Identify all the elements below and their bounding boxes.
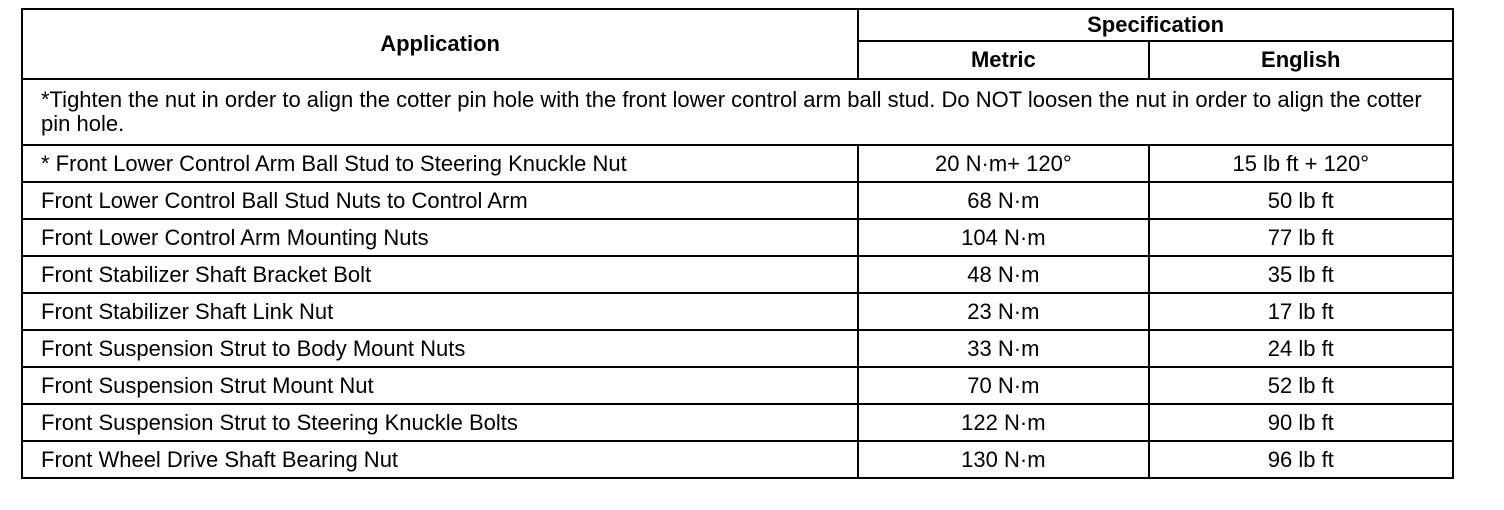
metric-cell: 23 N·m (858, 293, 1148, 330)
header-specification: Specification (858, 9, 1453, 41)
note-row (22, 79, 1453, 145)
english-cell: 24 lb ft (1149, 330, 1453, 367)
header-row-top (22, 9, 1453, 41)
table-row (22, 330, 1453, 367)
application-cell: Front Wheel Drive Shaft Bearing Nut (22, 441, 858, 478)
metric-cell: 122 N·m (858, 404, 1148, 441)
english-cell: 77 lb ft (1149, 219, 1453, 256)
metric-cell: 68 N·m (858, 182, 1148, 219)
english-cell: 17 lb ft (1149, 293, 1453, 330)
table-row (22, 404, 1453, 441)
header-metric: Metric (858, 41, 1148, 79)
metric-cell: 104 N·m (858, 219, 1148, 256)
application-cell: Front Suspension Strut Mount Nut (22, 367, 858, 404)
english-cell: 35 lb ft (1149, 256, 1453, 293)
application-cell: Front Lower Control Ball Stud Nuts to Control Arm (22, 182, 858, 219)
header-application: Application (22, 9, 858, 79)
metric-cell: 20 N·m+ 120° (858, 145, 1148, 182)
metric-cell: 48 N·m (858, 256, 1148, 293)
table-row (22, 256, 1453, 293)
application-cell: Front Stabilizer Shaft Bracket Bolt (22, 256, 858, 293)
application-cell: Front Suspension Strut to Steering Knuckle Bolts (22, 404, 858, 441)
table-row (22, 293, 1453, 330)
english-cell: 52 lb ft (1149, 367, 1453, 404)
english-cell: 90 lb ft (1149, 404, 1453, 441)
table-row (22, 367, 1453, 404)
note-text: *Tighten the nut in order to align the cotter pin hole with the front lower control arm ball stud. Do NOT loosen the nut in order to align the cotter pin hole. (22, 79, 1453, 145)
table-row (22, 441, 1453, 478)
english-cell: 15 lb ft + 120° (1149, 145, 1453, 182)
application-cell: Front Lower Control Arm Mounting Nuts (22, 219, 858, 256)
table-row (22, 219, 1453, 256)
application-cell: Front Suspension Strut to Body Mount Nuts (22, 330, 858, 367)
application-cell: Front Stabilizer Shaft Link Nut (22, 293, 858, 330)
torque-specification-table (21, 8, 1454, 479)
header-english: English (1149, 41, 1453, 79)
english-cell: 96 lb ft (1149, 441, 1453, 478)
table-row (22, 182, 1453, 219)
metric-cell: 70 N·m (858, 367, 1148, 404)
metric-cell: 130 N·m (858, 441, 1148, 478)
application-cell: * Front Lower Control Arm Ball Stud to Steering Knuckle Nut (22, 145, 858, 182)
table-row (22, 145, 1453, 182)
english-cell: 50 lb ft (1149, 182, 1453, 219)
metric-cell: 33 N·m (858, 330, 1148, 367)
